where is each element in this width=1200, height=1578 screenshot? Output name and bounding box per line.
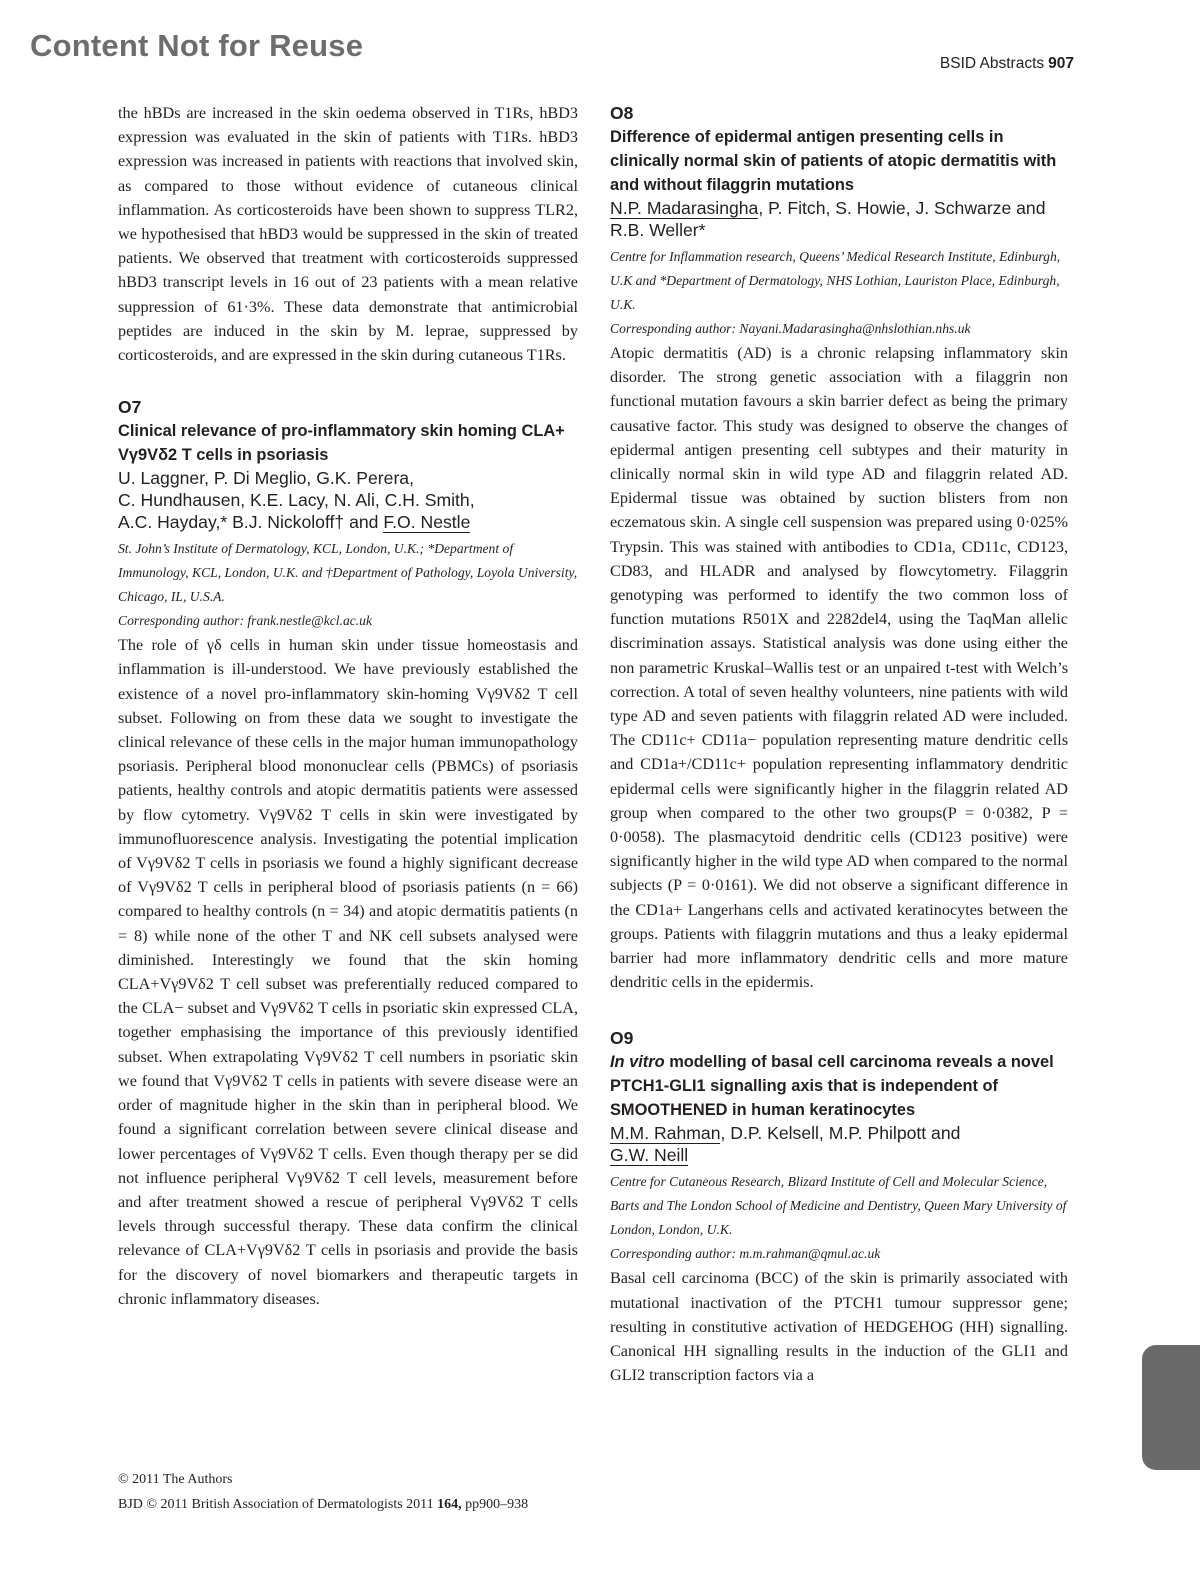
footer-pages: pp900–938 [461, 1496, 529, 1512]
corresponding-author: Corresponding author: Nayani.Madarasingha@nhslothian.nhs.uk [610, 321, 971, 336]
abstract-o7 [118, 395, 578, 1311]
author-line: A.C. Hayday,* B.J. Nickoloff† and [118, 512, 384, 533]
presenting-author: F.O. Nestle [383, 512, 471, 533]
abstract-o9 [610, 1026, 1068, 1387]
abstract-o8 [610, 101, 1068, 994]
author-line: C. Hundhausen, K.E. Lacy, N. Ali, C.H. Smith, [118, 490, 475, 511]
continued-abstract-text: the hBDs are increased in the skin oedema observed in T1Rs, hBD3 expression was evaluated in the skin of patients with T1Rs. hBD3 expression was increased in patients with reactions that involved skin, as compared to those without evidence of cutaneous clinical inflammation. As corticosteroids have been shown to suppress TLR2, we hypothesised that hBD3 would be suppressed in the skin of treated patients. We observed that treatment with corticosteroids suppressed hBD3 transcript levels in 16 out of 23 patients with a mean relative suppression of 61·3%. These data demonstrate that antimicrobial peptides are induced in the skin by M. leprae, suppressed by corticosteroids, and are expressed in the skin during cutaneous T1Rs. [118, 104, 578, 365]
journal-section: BSID Abstracts [939, 55, 1045, 72]
abstract-body: Basal cell carcinoma (BCC) of the skin is primarily associated with mutational inactivation of the PTCH1 tumour suppressor gene; resulting in constitutive activation of HEDGEHOG (HH) signalling. Canonical HH signalling results in the induction of the GLI1 and GLI2 transcription factors via a [610, 1269, 1068, 1385]
abstract-title: Clinical relevance of pro-inflammatory skin homing CLA+ Vγ9Vδ2 T cells in psoriasis [118, 422, 565, 465]
footer-journal [118, 1493, 528, 1518]
abstract-authors [118, 467, 578, 533]
footer-journal-text: BJD © 2011 British Association of Dermatologists 2011 [118, 1496, 438, 1512]
abstract-id: O8 [610, 103, 634, 123]
presenting-author: N.P. Madarasingha [610, 198, 759, 218]
abstract-affiliation: Centre for Cutaneous Research, Blizard Institute of Cell and Molecular Science, Barts and The London School of Medicine and Dentistry, Queen Mary University of London, London, U.K. [610, 1174, 1067, 1238]
footer-copyright: © 2011 The Authors [118, 1472, 233, 1487]
abstract-body: Atopic dermatitis (AD) is a chronic relapsing inflammatory skin disorder. The strong genetic association with a filaggrin non functional mutation favours a skin barrier defect as being the primary causative factor. This study was designed to observe the changes of epidermal antigen presenting cell subtypes and their maturity in clinically normal skin in wild type AD and filaggrin related AD. Epidermal tissue was obtained by suction blisters from non eczematous skin. A single cell suspension was prepared using 0·025% Trypsin. This was stained with antibodies to CD1a, CD11c, CD123, CD83, and HLADR and analysed by flowcytometry. Filaggrin genotyping was performed to identify the two common loss of function mutations R501X and 2282del4, using the TaqMan allelic discrimination assays. Statistical analysis was done using either the non parametric Kruskal–Wallis test or an unpaired t-test with Welch’s correction. A total of seven healthy volunteers, nine patients with wild type AD and seven patients with filaggrin related AD were included. The CD11c+ CD11a− population representing mature dendritic cells and CD1a+/CD11c+ population representing inflammatory dendritic epidermal cells were significantly higher in the filaggrin related AD group when compared to the other two groups(P = 0·0382, P = 0·0058). The plasmacytoid dendritic cells (CD123 positive) were significantly higher in the wild type AD when compared to the normal subjects (P = 0·0161). We did not observe a significant difference in the CD1a+ Langerhans cells and activated keratinocytes between the groups. Patients with filaggrin mutations and thus a leaky epidermal barrier had more inflammatory dendritic cells and more mature dendritic cells in the epidermis. [610, 344, 1068, 992]
abstract-authors [610, 197, 1068, 241]
running-head [940, 55, 1074, 73]
author-list: , P. Fitch, S. Howie, J. Schwarze and R.B. Weller* [610, 198, 1046, 240]
title-rest: modelling of basal cell carcinoma reveals a novel PTCH1-GLI1 signalling axis that is independent of SMOOTHENED in human keratinocytes [610, 1053, 1054, 1120]
corresponding-author: Corresponding author: m.m.rahman@qmul.ac.uk [610, 1246, 881, 1262]
page-number: 907 [1048, 55, 1074, 72]
page-footer [118, 1468, 528, 1517]
abstract-affiliation: Centre for Inflammation research, Queens’ Medical Research Institute, Edinburgh, U.K and *Department of Dermatology, NHS Lothian, Lauriston Place, Edinburgh, U.K. [610, 249, 1061, 312]
corresponding-author: Corresponding author: frank.nestle@kcl.ac.uk [118, 613, 373, 629]
abstract-title [610, 1050, 1068, 1122]
title-italic-part: In vitro [610, 1053, 665, 1072]
watermark: Content Not for Reuse [30, 28, 364, 63]
abstract-title: Difference of epidermal antigen presenting cells in clinically normal skin of patients of atopic dermatitis with and without filaggrin mutations [610, 128, 1057, 194]
abstract-body: The role of γδ cells in human skin under tissue homeostasis and inflammation is ill-understood. We have previously established the existence of a novel pro-inflammatory skin-homing Vγ9Vδ2 T cell subset. Following on from these data we sought to investigate the clinical relevance of these cells in the major human immunopathology psoriasis. Peripheral blood mononuclear cells (PBMCs) of psoriasis patients, healthy controls and atopic dermatitis patients were assessed by flow cytometry. Vγ9Vδ2 T cells in skin were investigated by immunofluorescence analysis. Investigating the potential implication of Vγ9Vδ2 T cells in psoriasis we found a highly significant decrease of Vγ9Vδ2 T cells in peripheral blood of psoriasis patients (n = 66) compared to healthy controls (n = 34) and atopic dermatitis patients (n = 8) while none of the other T and NK cell subsets analysed were diminished. Interestingly we found that the skin homing CLA+Vγ9Vδ2 T cell subset was preferentially reduced compared to the CLA− subset and Vγ9Vδ2 T cells in psoriatic skin expressed CLA, together emphasising the importance of this previously identified subset. When extrapolating Vγ9Vδ2 T cell numbers in psoriatic skin we found that Vγ9Vδ2 T cells in patients with severe disease were an order of magnitude higher in the skin than in peripheral blood. We found a significant correlation between severe clinical disease and lower percentages of Vγ9Vδ2 T cells. Even though therapy per se did not influence peripheral Vγ9Vδ2 T cell levels, measurement before and after treatment showed a rescue of peripheral Vγ9Vδ2 T cells levels through successful therapy. These data confirm the clinical relevance of CLA+Vγ9Vδ2 T cells in psoriasis and provide the basis for the discovery of novel biomarkers and therapeutic targets in chronic inflammatory diseases. [118, 636, 578, 1308]
abstract-id: O9 [610, 1028, 634, 1049]
side-tab [1142, 1345, 1200, 1470]
abstract-id: O7 [118, 397, 142, 418]
presenting-author: M.M. Rahman [610, 1123, 721, 1144]
left-column [118, 101, 578, 1311]
author-list: , D.P. Kelsell, M.P. Philpott and [720, 1123, 961, 1144]
right-column [610, 101, 1068, 1388]
abstract-authors [610, 1122, 1068, 1166]
presenting-author-2: G.W. Neill [610, 1145, 689, 1166]
footer-volume: 164, [437, 1496, 462, 1512]
abstract-affiliation: St. John’s Institute of Dermatology, KCL, London, U.K.; *Department of Immunology, KCL, London, U.K. and †Department of Pathology, Loyola University, Chicago, IL, U.S.A. [118, 541, 578, 605]
author-line: U. Laggner, P. Di Meglio, G.K. Perera, [118, 468, 414, 489]
